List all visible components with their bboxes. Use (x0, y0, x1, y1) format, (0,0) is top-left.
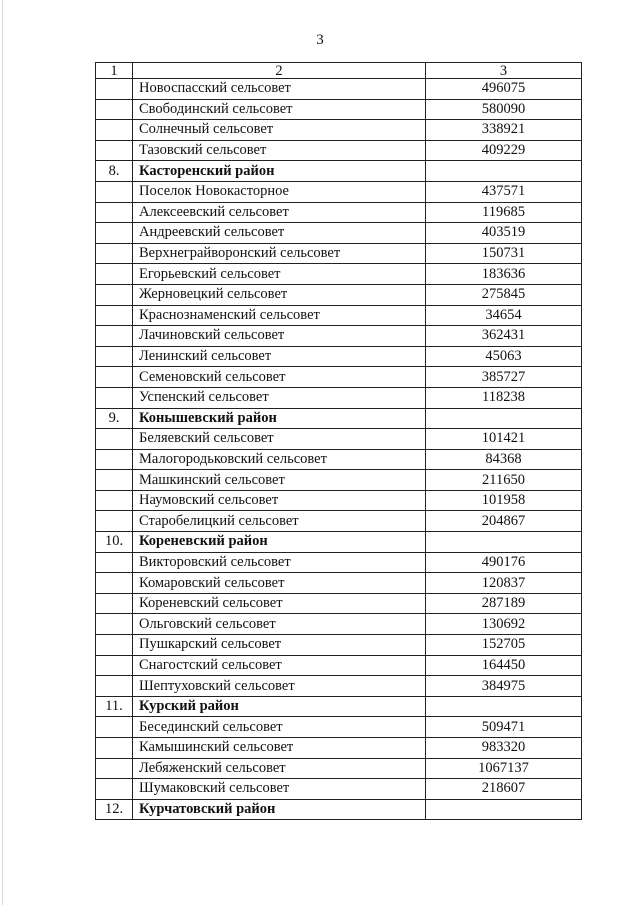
district-row (96, 799, 582, 820)
scan-edge-line (2, 0, 3, 905)
settlement-name: Новоспасский сельсовет (133, 79, 426, 100)
amount-value: 509471 (426, 717, 582, 738)
table-row (96, 387, 582, 408)
amount-value: 275845 (426, 284, 582, 305)
settlement-name: Солнечный сельсовет (133, 120, 426, 141)
table-row (96, 326, 582, 347)
amount-value: 409229 (426, 140, 582, 161)
row-number (96, 470, 133, 491)
amount-value: 1067137 (426, 758, 582, 779)
settlement-name: Шумаковский сельсовет (133, 779, 426, 800)
table-row (96, 593, 582, 614)
amount-value: 384975 (426, 676, 582, 697)
row-number: 8. (96, 161, 133, 182)
amount-value: 130692 (426, 614, 582, 635)
amount-value: 118238 (426, 387, 582, 408)
table-row (96, 717, 582, 738)
row-number (96, 181, 133, 202)
row-number (96, 511, 133, 532)
table-row (96, 429, 582, 450)
amount-value: 84368 (426, 449, 582, 470)
amount-value: 437571 (426, 181, 582, 202)
table-row (96, 490, 582, 511)
amount-value: 101958 (426, 490, 582, 511)
row-number (96, 326, 133, 347)
amount-value: 152705 (426, 635, 582, 656)
table-row (96, 614, 582, 635)
settlement-name: Комаровский сельсовет (133, 573, 426, 594)
settlement-name: Краснознаменский сельсовет (133, 305, 426, 326)
settlement-name: Верхнеграйворонский сельсовет (133, 243, 426, 264)
amount-value: 164450 (426, 655, 582, 676)
amount-value: 204867 (426, 511, 582, 532)
row-number (96, 120, 133, 141)
amount-value: 101421 (426, 429, 582, 450)
amount-value: 490176 (426, 552, 582, 573)
table-row (96, 305, 582, 326)
amount-value: 218607 (426, 779, 582, 800)
district-name: Курский район (133, 696, 426, 717)
settlement-name: Свободинский сельсовет (133, 99, 426, 120)
settlement-name: Снагостский сельсовет (133, 655, 426, 676)
settlement-name: Ленинский сельсовет (133, 346, 426, 367)
settlement-name: Кореневский сельсовет (133, 593, 426, 614)
table-row (96, 676, 582, 697)
row-number (96, 655, 133, 676)
amount-value: 983320 (426, 738, 582, 759)
table-row (96, 470, 582, 491)
settlement-name: Успенский сельсовет (133, 387, 426, 408)
row-number (96, 99, 133, 120)
row-number (96, 305, 133, 326)
settlement-name: Наумовский сельсовет (133, 490, 426, 511)
table-row (96, 655, 582, 676)
settlement-name: Ольговский сельсовет (133, 614, 426, 635)
settlement-name: Лебяженский сельсовет (133, 758, 426, 779)
row-number: 10. (96, 532, 133, 553)
row-number (96, 387, 133, 408)
amount-value: 34654 (426, 305, 582, 326)
table-row (96, 758, 582, 779)
district-name: Касторенский район (133, 161, 426, 182)
table-body (96, 63, 582, 820)
amount-value: 496075 (426, 79, 582, 100)
amount-value: 120837 (426, 573, 582, 594)
row-number (96, 593, 133, 614)
settlement-name: Беляевский сельсовет (133, 429, 426, 450)
district-row (96, 696, 582, 717)
row-number (96, 635, 133, 656)
amount-value (426, 696, 582, 717)
row-number (96, 779, 133, 800)
row-number (96, 429, 133, 450)
table-row (96, 511, 582, 532)
amount-value: 385727 (426, 367, 582, 388)
table-row (96, 264, 582, 285)
row-number: 9. (96, 408, 133, 429)
settlement-name: Шептуховский сельсовет (133, 676, 426, 697)
district-name: Курчатовский район (133, 799, 426, 820)
amount-value: 183636 (426, 264, 582, 285)
row-number (96, 676, 133, 697)
row-number (96, 717, 133, 738)
amount-value (426, 799, 582, 820)
table-row (96, 779, 582, 800)
settlement-name: Поселок Новокасторное (133, 181, 426, 202)
settlement-name: Егорьевский сельсовет (133, 264, 426, 285)
settlement-name: Андреевский сельсовет (133, 223, 426, 244)
table-row (96, 202, 582, 223)
settlement-name: Семеновский сельсовет (133, 367, 426, 388)
settlement-name: Малогородьковский сельсовет (133, 449, 426, 470)
row-number: 12. (96, 799, 133, 820)
amount-value (426, 408, 582, 429)
table-row (96, 243, 582, 264)
row-number (96, 140, 133, 161)
table-row (96, 635, 582, 656)
row-number (96, 243, 133, 264)
district-name: Конышевский район (133, 408, 426, 429)
settlement-name: Камышинский сельсовет (133, 738, 426, 759)
header-col-number: 1 (96, 63, 133, 79)
amount-value: 403519 (426, 223, 582, 244)
table-row (96, 120, 582, 141)
settlement-name: Пушкарский сельсовет (133, 635, 426, 656)
row-number: 11. (96, 696, 133, 717)
amount-value: 287189 (426, 593, 582, 614)
row-number (96, 490, 133, 511)
row-number (96, 223, 133, 244)
settlement-name: Викторовский сельсовет (133, 552, 426, 573)
row-number (96, 758, 133, 779)
district-row (96, 408, 582, 429)
settlement-name: Бесединский сельсовет (133, 717, 426, 738)
amount-value: 211650 (426, 470, 582, 491)
settlement-name: Лачиновский сельсовет (133, 326, 426, 347)
amount-value: 580090 (426, 99, 582, 120)
row-number (96, 449, 133, 470)
table-row (96, 79, 582, 100)
amount-value: 119685 (426, 202, 582, 223)
table-header-row (96, 63, 582, 79)
row-number (96, 738, 133, 759)
row-number (96, 614, 133, 635)
table-row (96, 449, 582, 470)
district-name: Кореневский район (133, 532, 426, 553)
amount-value (426, 161, 582, 182)
district-row (96, 161, 582, 182)
row-number (96, 202, 133, 223)
amount-value (426, 532, 582, 553)
amount-value: 362431 (426, 326, 582, 347)
settlement-name: Алексеевский сельсовет (133, 202, 426, 223)
allocation-table (95, 62, 582, 820)
table-row (96, 140, 582, 161)
table-row (96, 552, 582, 573)
settlement-name: Тазовский сельсовет (133, 140, 426, 161)
row-number (96, 79, 133, 100)
settlement-name: Старобелицкий сельсовет (133, 511, 426, 532)
district-row (96, 532, 582, 553)
table-row (96, 573, 582, 594)
amount-value: 150731 (426, 243, 582, 264)
table-row (96, 367, 582, 388)
settlement-name: Машкинский сельсовет (133, 470, 426, 491)
settlement-name: Жерновецкий сельсовет (133, 284, 426, 305)
header-col-value: 3 (426, 63, 582, 79)
row-number (96, 264, 133, 285)
amount-value: 45063 (426, 346, 582, 367)
row-number (96, 346, 133, 367)
row-number (96, 367, 133, 388)
row-number (96, 552, 133, 573)
table-row (96, 284, 582, 305)
row-number (96, 573, 133, 594)
table-row (96, 181, 582, 202)
table-row (96, 99, 582, 120)
table-row (96, 223, 582, 244)
table-row (96, 346, 582, 367)
amount-value: 338921 (426, 120, 582, 141)
row-number (96, 284, 133, 305)
header-col-name: 2 (133, 63, 426, 79)
table-row (96, 738, 582, 759)
page-number: 3 (316, 32, 324, 48)
